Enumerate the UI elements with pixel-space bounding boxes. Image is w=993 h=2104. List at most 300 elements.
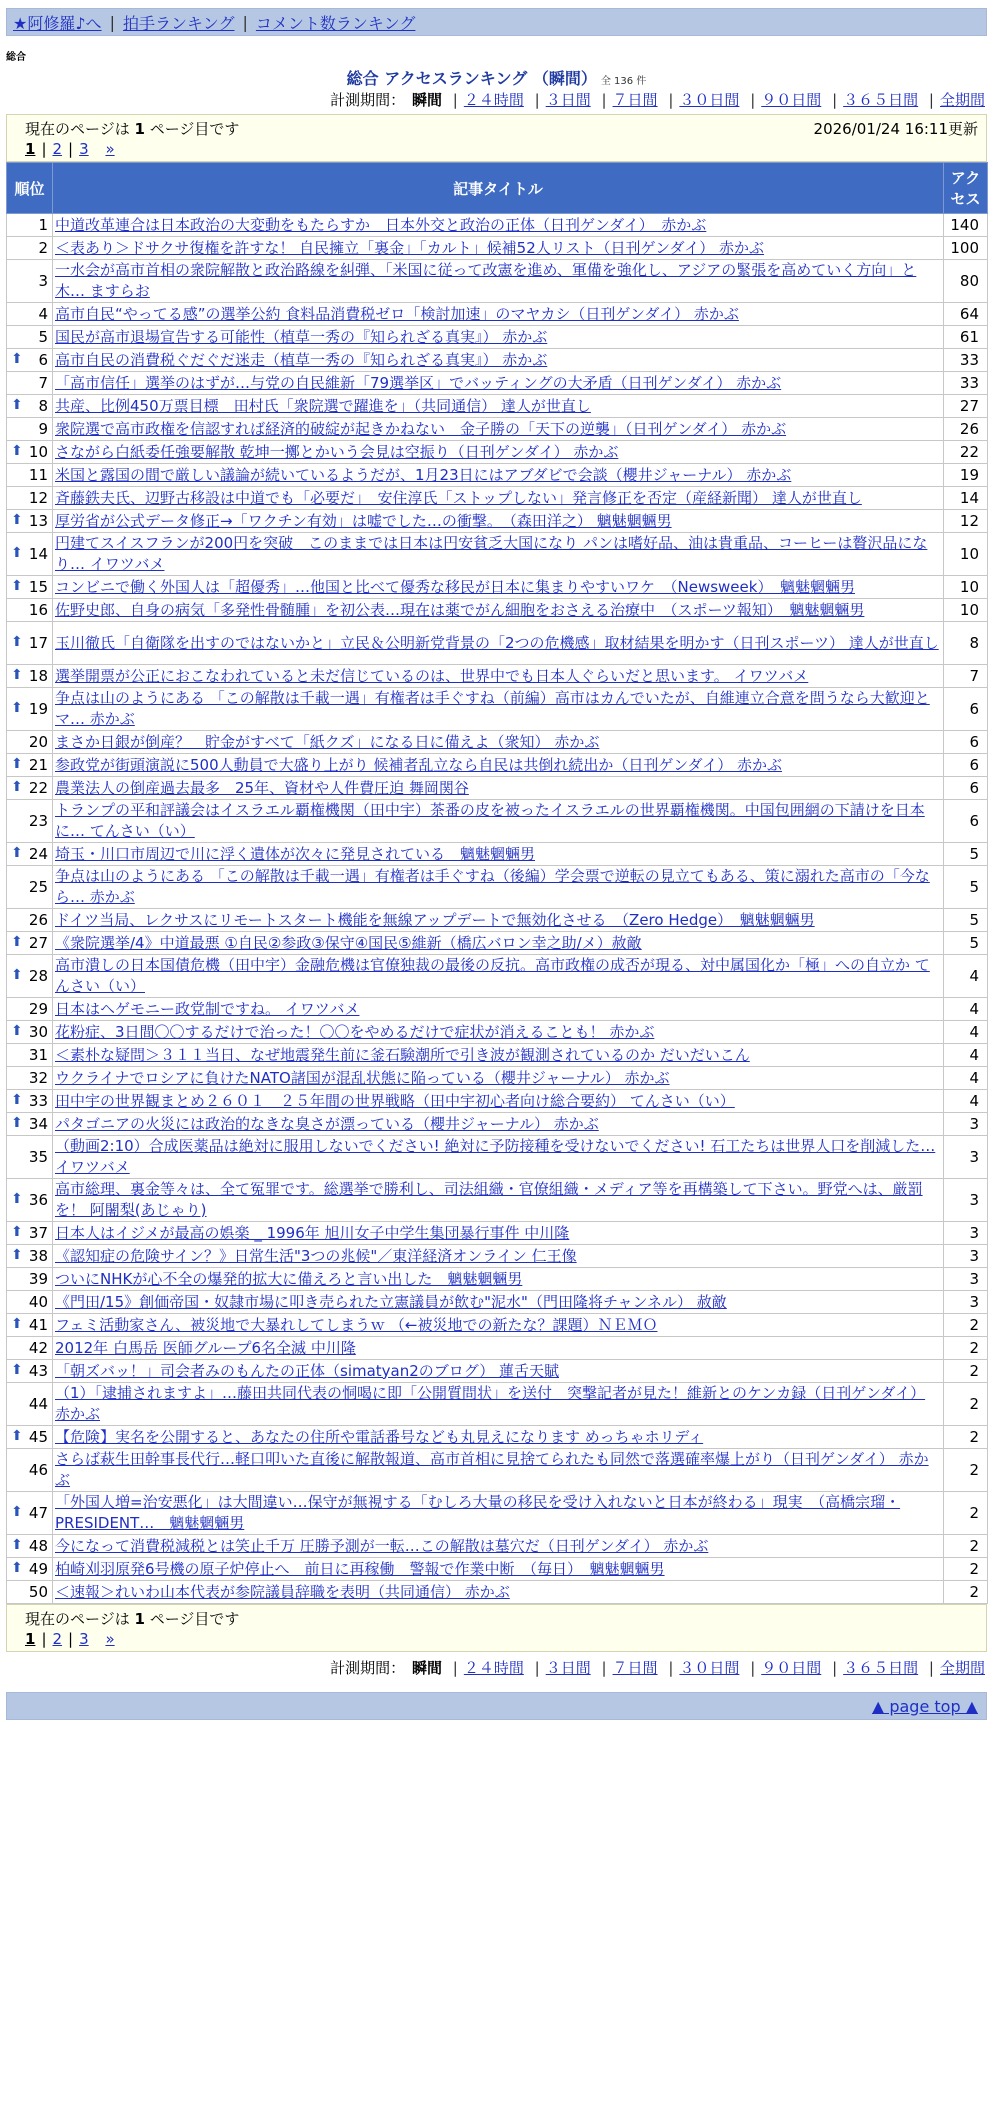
title-cell [53,1492,944,1535]
title-cell [53,1021,944,1044]
rank-up-arrow-icon: ⬆ [11,578,23,594]
title-cell [53,599,944,622]
title-cell [53,303,944,326]
ranking-title: 総合 アクセスランキング （瞬間） [346,69,597,88]
period-label: 計測期間： [330,91,406,109]
title-cell [53,1449,944,1492]
table-row [7,576,988,599]
rank-number: 34 [28,1115,48,1133]
article-link[interactable]: 厚労省が公式データ修正→「ワクチン有効」は嘘でした…の衝撃。 （森田洋之） 魑魅魍魎男 [55,511,672,530]
article-link[interactable]: 「高市信任」選挙のはずが…与党の自民維新「79選挙区」でバッティングの大矛盾（日刊ゲンダイ） 赤かぶ [55,373,782,392]
article-link[interactable]: さながら白紙委任強要解散 乾坤一擲とかいう会見は空振り（日刊ゲンダイ） 赤かぶ [55,442,619,461]
nav-link-applause-ranking[interactable]: 拍手ランキング [122,13,235,33]
table-row [7,1383,988,1426]
rank-cell [7,1581,53,1604]
rank-number: 36 [28,1191,48,1209]
rank-up-arrow-icon: ⬆ [11,967,23,983]
article-link[interactable]: 柏崎刈羽原発6号機の原子炉停止へ 前日に再稼働 警報で作業中断 （毎日） 魑魅魍魎男 [55,1559,665,1578]
period-link-7d[interactable]: ７日間 [612,1659,658,1677]
article-link[interactable]: 中道改革連合は日本政治の大変動をもたらすか 日本外交と政治の正体（日刊ゲンダイ） 赤かぶ [55,215,707,234]
access-count: 3 [944,1179,988,1222]
rank-up-arrow-icon: ⬆ [11,1224,23,1240]
title-cell [53,510,944,533]
table-row [7,777,988,800]
article-link[interactable]: 共産、比例450万票目標 田村氏「衆院選で躍進を」（共同通信） 達人が世直し [55,396,591,415]
title-cell [53,1360,944,1383]
access-count: 14 [944,487,988,510]
rank-number: 32 [28,1069,48,1087]
table-row [7,1067,988,1090]
article-link[interactable]: 円建てスイスフランが200円を突破 このままでは日本は円安貧乏大国になり パンは嗜好品、油は貴重品、コーヒーは贅沢品になり… イワツバメ [55,534,928,573]
table-row [7,1558,988,1581]
rank-cell [7,1449,53,1492]
title-cell [53,731,944,754]
title-cell [53,533,944,576]
title-cell [53,1314,944,1337]
rank-up-arrow-icon: ⬆ [11,1247,23,1263]
rank-number: 44 [28,1395,48,1413]
table-row [7,1021,988,1044]
rank-number: 37 [28,1224,48,1242]
access-count: 4 [944,1090,988,1113]
article-link[interactable]: ついにNHKが心不全の爆発的拡大に備えろと言い出した 魑魅魍魎男 [55,1269,523,1288]
table-row [7,1449,988,1492]
rank-cell [7,510,53,533]
period-current: 瞬間 [411,91,442,109]
table-row [7,487,988,510]
article-link[interactable]: 《認知症の危険サイン？》日常生活"3つの兆候"／東洋経済オンライン 仁王像 [55,1246,577,1265]
rank-number: 3 [38,272,48,290]
article-link[interactable]: 高市自民“やってる感”の選挙公約 食料品消費税ゼロ「検討加速」のマヤカシ（日刊ゲンダイ） 赤かぶ [55,304,739,323]
article-link[interactable]: ウクライナでロシアに負けたNATO諸国が混乱状態に陥っている（櫻井ジャーナル） 赤かぶ [55,1068,670,1087]
rank-number: 45 [28,1428,48,1446]
article-link[interactable]: 参政党が街頭演説に500人動員で大盛り上がり 候補者乱立なら自民は共倒れ続出か（日刊ゲンダイ） 赤かぶ [55,755,782,774]
access-count: 4 [944,1044,988,1067]
article-link[interactable]: ＜表あり＞ドサクサ復権を許すな！ 自民擁立「裏金」「カルト」候補52人リスト（日刊ゲンダイ） 赤かぶ [55,238,765,257]
rank-cell [7,843,53,866]
article-link[interactable]: 佐野史郎、自身の病気「多発性骨髄腫」を初公表…現在は薬でがん細胞をおさえる治療中 （スポーツ報知） 魑魅魍魎男 [55,600,865,619]
rank-cell [7,1113,53,1136]
rank-number: 9 [38,420,48,438]
table-row [7,731,988,754]
access-count: 10 [944,533,988,576]
page-title [6,68,987,90]
rank-number: 47 [28,1504,48,1522]
rank-number: 25 [28,878,48,896]
table-row [7,1245,988,1268]
table-row [7,1360,988,1383]
article-link[interactable]: 斉藤鉄夫氏、辺野古移設は中道でも「必要だ」 安住淳氏「ストップしない」発言修正を否定（産経新聞） 達人が世直し [55,488,862,507]
period-link-all[interactable]: 全期間 [939,91,985,109]
article-link[interactable]: ＜速報＞れいわ山本代表が参院議員辞職を表明（共同通信） 赤かぶ [55,1582,510,1601]
period-link-90d[interactable]: ９０日間 [761,91,822,109]
rank-cell [7,1291,53,1314]
article-link[interactable]: （動画2:10）合成医薬品は絶対に服用しないでください! 絶対に予防接種を受けないでください! 石工たちは世界人口を削減した… イワツバメ [55,1137,936,1176]
header-rank: 順位 [7,163,53,214]
table-row [7,1337,988,1360]
access-count: 2 [944,1535,988,1558]
title-cell [53,622,944,665]
rank-cell [7,1090,53,1113]
rank-up-arrow-icon: ⬆ [11,934,23,950]
rank-up-arrow-icon: ⬆ [11,667,23,683]
title-cell [53,1090,944,1113]
period-link-365d[interactable]: ３６５日間 [843,1659,919,1677]
access-count: 3 [944,1113,988,1136]
page-top-link[interactable]: ▲ page top ▲ [871,1696,978,1716]
access-count: 8 [944,622,988,665]
article-link[interactable]: 《門田/15》創価帝国・奴隷市場に叩き売られた立憲議員が飲む"泥水"（門田隆将チャンネル） 赦敵 [55,1292,727,1311]
rank-number: 10 [28,443,48,461]
title-cell [53,688,944,731]
article-link[interactable]: 日本人はイジメが最高の娯楽 _ 1996年 旭川女子中学生集団暴行事件 中川隆 [55,1223,570,1242]
table-row [7,464,988,487]
period-link-24h[interactable]: ２４時間 [463,91,524,109]
access-count: 140 [944,214,988,237]
article-link[interactable]: パタゴニアの火災には政治的なきな臭さが漂っている（櫻井ジャーナル） 赤かぶ [55,1114,599,1133]
rank-cell [7,326,53,349]
article-link[interactable]: 一水会が高市首相の衆院解散と政治路線を糾弾、「米国に従って改憲を進め、軍備を強化し、アジアの緊張を高めていく方向」と木… ますらお [55,261,917,300]
article-link[interactable]: 玉川徹氏「自衛隊を出すのではないかと」立民＆公明新党背景の「2つの危機感」取材結果を明かす（日刊スポーツ） 達人が世直し [55,633,939,652]
title-cell [53,1044,944,1067]
rank-number: 1 [38,216,48,234]
rank-cell [7,1136,53,1179]
rank-cell [7,955,53,998]
table-row [7,1268,988,1291]
period-current: 瞬間 [411,1659,442,1677]
access-count: 6 [944,731,988,754]
title-cell [53,326,944,349]
rank-cell [7,599,53,622]
rank-number: 22 [28,779,48,797]
article-link[interactable]: 争点は山のようにある 「この解散は千載一遇」有権者は手ぐすね（前編）高市はカんでいたが、自維連立合意を問うなら大歓迎とマ… 赤かぶ [55,689,930,728]
page-link-next[interactable]: » [105,1630,115,1648]
article-link[interactable]: 争点は山のようにある 「この解散は千載一遇」有権者は手ぐすね（後編）学会票で逆転の見立てもある、策に溺れた高市の「今なら… 赤かぶ [55,867,930,906]
article-link[interactable]: さらば萩生田幹事長代行…軽口叩いた直後に解散報道、高市首相に見捨てられたも同然で落選確率爆上がり（日刊ゲンダイ） 赤かぶ [55,1450,929,1489]
article-link[interactable]: 米国と露国の間で厳しい議論が続いているようだが、1月23日にはアブダビで会談（櫻井ジャーナル） 赤かぶ [55,465,792,484]
pager-top: 現在のページは 1 ページ目です 2026/01/24 16:11更新 1 | 2 | 3 » [6,114,987,162]
title-cell [53,955,944,998]
table-row [7,1291,988,1314]
rank-cell [7,998,53,1021]
title-cell [53,754,944,777]
access-count: 6 [944,800,988,843]
period-link-3d[interactable]: ３日間 [545,1659,591,1677]
access-count: 2 [944,1581,988,1604]
rank-number: 24 [28,845,48,863]
article-link[interactable]: 高市潰しの日本国債危機（田中宇）金融危機は官僚独裁の最後の反抗。高市政権の成否が現る、対中属国化か「極」への自立か てんさい（い） [55,956,930,995]
rank-cell [7,237,53,260]
article-link[interactable]: 「朝ズバッ！」司会者みのもんたの正体（simatyan2のブログ） 蓮舌天賦 [55,1361,560,1380]
period-link-30d[interactable]: ３０日間 [679,1659,740,1677]
rank-cell [7,418,53,441]
page-1-current: 1 [25,1630,36,1648]
article-link[interactable]: ドイツ当局、レクサスにリモートスタート機能を無線アップデートで無効化させる （Zero Hedge） 魑魅魍魎男 [55,910,815,929]
table-row [7,260,988,303]
access-count: 2 [944,1449,988,1492]
rank-cell [7,576,53,599]
rank-cell [7,1245,53,1268]
access-count: 4 [944,1021,988,1044]
period-link-24h[interactable]: ２４時間 [463,1659,524,1677]
pager-bottom: 現在のページは 1 ページ目です 1 | 2 | 3 » [6,1604,987,1652]
header-access: アクセス [944,163,988,214]
article-link[interactable]: 農業法人の倒産過去最多 25年、資材や人件費圧迫 舞岡関谷 [55,778,469,797]
rank-number: 16 [28,601,48,619]
article-link[interactable]: （1）「逮捕されますよ」…藤田共同代表の恫喝に即「公開質問状」を送付 突撃記者が見た！維新とのケンカ録（日刊ゲンダイ） 赤かぶ [55,1384,926,1423]
article-link[interactable]: 2012年 白馬岳 医師グループ6名全滅 中川隆 [55,1338,356,1357]
title-cell [53,1179,944,1222]
title-cell [53,1113,944,1136]
access-count: 22 [944,441,988,464]
table-row [7,1581,988,1604]
article-link[interactable]: まさか日銀が倒産？ 貯金がすべて「紙クズ」になる日に備えよ（衆知） 赤かぶ [55,732,600,751]
title-cell [53,665,944,688]
access-count: 2 [944,1337,988,1360]
table-row [7,843,988,866]
rank-number: 50 [28,1583,48,1601]
title-cell [53,237,944,260]
access-count: 3 [944,1222,988,1245]
table-row [7,1090,988,1113]
title-cell [53,1337,944,1360]
rank-number: 19 [28,700,48,718]
table-row [7,418,988,441]
current-page-text: 現在のページは 1 ページ目です [25,1610,240,1628]
title-cell [53,464,944,487]
period-selector-bottom: 計測期間： 瞬間 | ２４時間 | ３日間 | ７日間 | ３０日間 | ９０日間 | ３６５日間 | 全期間 [330,1659,985,1677]
rank-number: 38 [28,1247,48,1265]
access-count: 64 [944,303,988,326]
access-count: 5 [944,909,988,932]
access-count: 61 [944,326,988,349]
title-cell [53,998,944,1021]
access-count: 4 [944,955,988,998]
period-link-30d[interactable]: ３０日間 [679,91,740,109]
table-row [7,866,988,909]
access-count: 33 [944,349,988,372]
table-row [7,800,988,843]
page-wrapper [6,0,987,1720]
access-count: 2 [944,1558,988,1581]
article-link[interactable]: トランプの平和評議会はイスラエル覇権機関（田中宇）茶番の皮を被ったイスラエルの世界覇権機関。中国包囲網の下請けを日本に… てんさい（い） [55,801,925,840]
article-link[interactable]: 選挙開票が公正におこなわれていると未だ信じているのは、世界中でも日本人ぐらいだと思います。 イワツバメ [55,666,809,685]
rank-cell [7,1492,53,1535]
rank-number: 41 [28,1316,48,1334]
rank-number: 29 [28,1000,48,1018]
period-link-365d[interactable]: ３６５日間 [843,91,919,109]
rank-cell [7,1179,53,1222]
title-cell [53,395,944,418]
rank-cell [7,533,53,576]
title-cell [53,1067,944,1090]
article-link[interactable]: 田中宇の世界観まとめ２６０１ ２５年間の世界戦略（田中宇初心者向け総合要約） てんさい（い） [55,1091,735,1110]
article-link[interactable]: 日本はヘゲモニー政党制ですね。 イワツバメ [55,999,360,1018]
rank-number: 18 [28,667,48,685]
title-cell [53,932,944,955]
rank-cell [7,260,53,303]
current-page-text: 現在のページは 1 ページ目です [25,120,240,138]
access-count: 3 [944,1268,988,1291]
page-link-next[interactable]: » [105,140,115,158]
rank-up-arrow-icon: ⬆ [11,443,23,459]
rank-cell [7,665,53,688]
period-link-all[interactable]: 全期間 [939,1659,985,1677]
article-link[interactable]: フェミ活動家さん、被災地で大暴れしてしまうｗ （←被災地での新たな？課題）ＮＥＭＯ [55,1315,658,1334]
rank-number: 5 [38,328,48,346]
item-count: 全 136 件 [600,76,647,87]
article-link[interactable]: 埼玉・川口市周辺で川に浮く遺体が次々に発見されている 魑魅魍魎男 [55,844,536,863]
title-cell [53,576,944,599]
rank-number: 40 [28,1293,48,1311]
rank-cell [7,1222,53,1245]
rank-cell [7,932,53,955]
article-link[interactable]: 「外国人増=治安悪化」は大間違い…保守が無視する「むしろ大量の移民を受け入れないと日本が終わる」現実 （高橋宗瑠・PRESIDENT… 魑魅魍魎男 [55,1493,901,1532]
article-link[interactable]: コンビニで働く外国人は「超優秀」…他国と比べて優秀な移民が日本に集まりやすいワケ （Newsweek） 魑魅魍魎男 [55,577,855,596]
page-1-current: 1 [25,140,36,158]
table-row [7,998,988,1021]
rank-cell [7,777,53,800]
article-link[interactable]: 【危険】実名を公開すると、あなたの住所や電話番号なども丸見えになります めっちゃホリディ [55,1427,704,1446]
page-link-3[interactable]: 3 [79,140,89,158]
article-link[interactable]: 高市自民の消費税ぐだぐだ迷走（植草一秀の『知られざる真実』） 赤かぶ [55,350,548,369]
rank-cell [7,1067,53,1090]
rank-cell [7,214,53,237]
access-count: 2 [944,1492,988,1535]
access-count: 12 [944,510,988,533]
rank-number: 35 [28,1148,48,1166]
rank-cell [7,1383,53,1426]
table-row [7,1179,988,1222]
rank-number: 4 [38,305,48,323]
title-cell [53,372,944,395]
table-row [7,1136,988,1179]
access-count: 80 [944,260,988,303]
title-cell [53,1581,944,1604]
rank-cell [7,487,53,510]
table-row [7,932,988,955]
rank-cell [7,1314,53,1337]
rank-up-arrow-icon: ⬆ [11,634,23,650]
nav-separator: | [242,12,248,32]
table-row [7,955,988,998]
access-count: 5 [944,866,988,909]
rank-cell [7,1535,53,1558]
rank-number: 26 [28,911,48,929]
rank-cell [7,866,53,909]
rank-cell [7,349,53,372]
access-count: 27 [944,395,988,418]
access-count: 10 [944,576,988,599]
footer-bar [6,1692,987,1720]
rank-cell [7,754,53,777]
access-count: 4 [944,1067,988,1090]
rank-cell [7,1558,53,1581]
access-count: 4 [944,998,988,1021]
rank-cell [7,1337,53,1360]
rank-cell [7,1426,53,1449]
period-link-90d[interactable]: ９０日間 [761,1659,822,1677]
article-link[interactable]: 《衆院選挙/4》中道最悪 ①自民②参政③保守④国民⑤維新（橋広バロン幸之助/メ）赦敵 [55,933,642,952]
article-link[interactable]: 花粉症、3日間〇〇するだけで治った！〇〇をやめるだけで症状が消えることも！ 赤かぶ [55,1022,655,1041]
title-cell [53,777,944,800]
rank-cell [7,688,53,731]
rank-number: 12 [28,489,48,507]
rank-up-arrow-icon: ⬆ [11,779,23,795]
article-link[interactable]: 衆院選で高市政権を信認すれば経済的破綻が起きかねない 金子勝の「天下の逆襲」（日刊ゲンダイ） 赤かぶ [55,419,787,438]
rank-up-arrow-icon: ⬆ [11,545,23,561]
rank-up-arrow-icon: ⬆ [11,845,23,861]
table-row [7,326,988,349]
access-count: 3 [944,1245,988,1268]
rank-cell [7,731,53,754]
rank-up-arrow-icon: ⬆ [11,700,23,716]
page-link-2[interactable]: 2 [52,1630,63,1648]
rank-cell [7,441,53,464]
rank-number: 11 [28,466,48,484]
nav-link-asyura[interactable]: ★阿修羅♪へ [13,13,102,33]
article-link[interactable]: 高市総理、裏金等々は、全て冤罪です。総選挙で勝利し、司法組織・官僚組織・メディア等を再構築して下さい。野党へは、厳罰を！ 阿闍梨(あじゃり) [55,1180,923,1219]
rank-number: 30 [28,1023,48,1041]
table-row [7,510,988,533]
rank-number: 21 [28,756,48,774]
table-row [7,1113,988,1136]
rank-up-arrow-icon: ⬆ [11,512,23,528]
table-row [7,214,988,237]
table-row [7,1314,988,1337]
rank-up-arrow-icon: ⬆ [11,351,23,367]
rank-number: 6 [38,351,48,369]
title-cell [53,800,944,843]
table-row [7,349,988,372]
rank-cell [7,395,53,418]
table-row [7,1426,988,1449]
table-row [7,237,988,260]
title-cell [53,1426,944,1449]
page-link-3[interactable]: 3 [79,1630,89,1648]
rank-number: 17 [28,634,48,652]
nav-link-comment-ranking[interactable]: コメント数ランキング [255,13,416,33]
title-cell [53,843,944,866]
rank-cell [7,800,53,843]
nav-separator: | [109,12,115,32]
rank-number: 8 [38,397,48,415]
rank-number: 49 [28,1560,48,1578]
title-cell [53,349,944,372]
table-row [7,372,988,395]
title-cell [53,1136,944,1179]
rank-cell [7,1268,53,1291]
updated-timestamp: 2026/01/24 16:11更新 [813,120,978,138]
period-link-7d[interactable]: ７日間 [612,91,658,109]
table-row [7,441,988,464]
table-row [7,1492,988,1535]
article-link[interactable]: 今になって消費税減税とは笑止千万 圧勝予測が一転…この解散は墓穴だ（日刊ゲンダイ） 赤かぶ [55,1536,709,1555]
rank-number: 42 [28,1339,48,1357]
page-link-2[interactable]: 2 [52,140,63,158]
rank-up-arrow-icon: ⬆ [11,1115,23,1131]
table-row [7,395,988,418]
access-count: 3 [944,1291,988,1314]
rank-up-arrow-icon: ⬆ [11,1504,23,1520]
rank-number: 7 [38,374,48,392]
table-row [7,754,988,777]
rank-cell [7,909,53,932]
access-count: 2 [944,1360,988,1383]
article-link[interactable]: 国民が高市退場宣告する可能性（植草一秀の『知られざる真実』） 赤かぶ [55,327,548,346]
period-link-3d[interactable]: ３日間 [545,91,591,109]
article-link[interactable]: ＜素朴な疑問＞３１１当日、なぜ地震発生前に釜石験潮所で引き波が観測されているのか だいだいこん [55,1045,750,1064]
